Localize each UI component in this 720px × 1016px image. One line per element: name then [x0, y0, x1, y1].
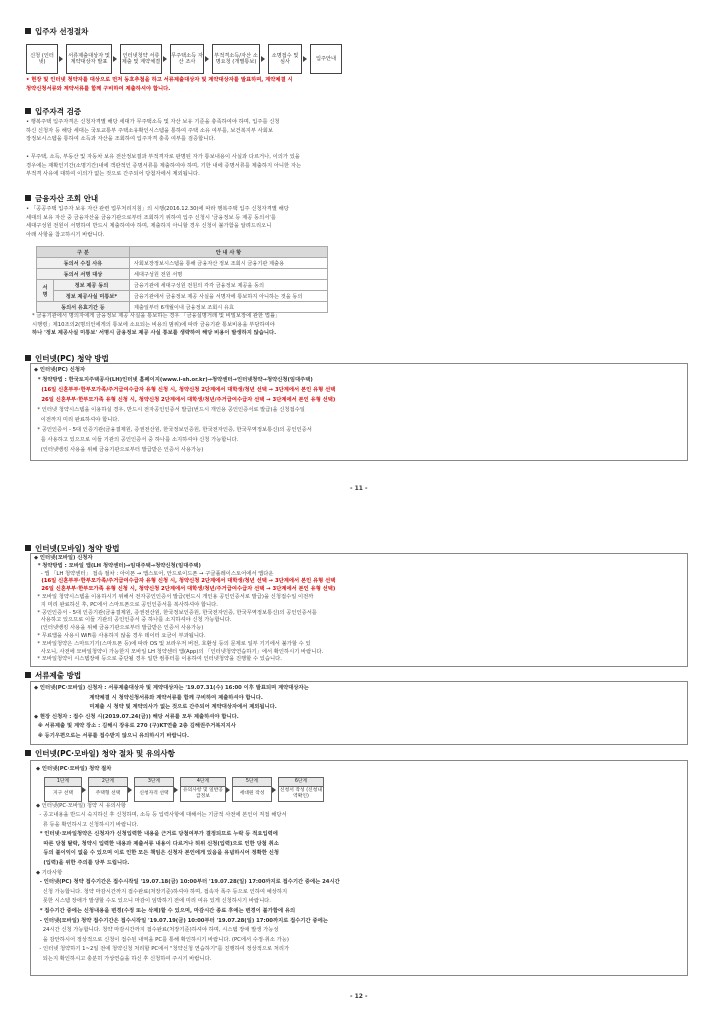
square-bullet-icon	[25, 108, 31, 114]
eligibility-paragraph-2: • 무주택, 소득, 부동산 및 자동차 보유 전산정보결과 부적격자로 판명된 자가 통보내용이 사실과 다르거나, 이의가 있을 경우에는 재확인기간(소명기간)내에 객관적인 증명서류를 제출하여야 하며, 기한 내에 증명서류를 제출하지 아니한 자는 부적격 사유에 대하여 이의가 없는 것으로 간주되어 당첨자에서 제외됩니다.	[26, 154, 302, 178]
text-line: 26일 신혼부부·한부모가족 유형 신청 시, 청약신청 2단계에서 대학생/청년/주거급여수급자 선택 → 3단계에서 본인 유형 선택)	[34, 586, 336, 593]
text-line: 못한 시스템 장애가 발생할 수도 있으니 마감이 임박하기 전에 미리 여유 있게 신청하시기 바랍니다.	[36, 898, 271, 905]
square-bullet-icon	[25, 545, 31, 551]
section-title-eligibility: 입주자격 검증	[25, 106, 81, 117]
text-line: 등의 불이익이 없을 수 있으며 이로 인한 모든 책임은 신청자 본인에게 있음을 유념하시어 정확한 신청	[36, 850, 279, 857]
arrow-right-icon	[82, 787, 86, 793]
section-title-selection-procedure: 입주자 선정절차	[25, 26, 88, 37]
text-line: (인터넷뱅킹 사용을 위해 금융기관으로부터 발급받은 인증서 사용가능)	[34, 447, 204, 453]
table-row: 동의서 수집 사유 사회보장정보시스템을 통해 금융자산 정보 조회시 금융기관 제출용	[37, 258, 328, 269]
page-number-11: - 11 -	[350, 485, 368, 492]
text-line: - 앱 「LH 청약센터」 접속 절차 : 아이폰 → 앱스토어, 안드로이드폰 → 구글플레이스토어에서 앱다운	[34, 570, 274, 577]
procedure-step-6: 6단계 신청서 작성 (신청내역확인)	[278, 777, 324, 802]
section-title-procedure-and-notes: 인터넷(PC·모바일) 청약 절차 및 유의사항	[25, 748, 175, 759]
text-line: 이전까지 미리 완료하셔야 합니다.	[34, 417, 120, 423]
text-line: * 공인인증서 - 5대 인증기관(금융결제원, 증권전산원, 한국정보인증원, 한국전자인증, 한국무역정보통신)의 공인인증서를	[34, 609, 317, 616]
square-bullet-icon	[25, 355, 31, 361]
procedure-step-4: 4단계 유의사항 및 일반공급정보	[180, 777, 226, 802]
table-row: 서명 정보 제공 동의 금융기관에 세대구성원 전원의 각각 금융정보 제공을 동의	[37, 280, 328, 291]
section-title-financial-assets: 금융자산 조회 안내	[25, 193, 98, 204]
selection-note: • 현장 및 인터넷 청약자를 대상으로 먼저 동호추첨을 하고 서류제출대상자 및 계약대상자를 발표하며, 계약체결 시 청약신청서류와 계약서류를 함께 구비하여 제출하셔야 합니다.	[26, 77, 293, 92]
flow-step-1: 신청 (인터넷)	[26, 44, 58, 74]
text-line: 24시간 신청 가능합니다. 청약 마감시간까지 접수완료(처장기준)하셔야 하며, 시스템 장애 발생 가능성	[36, 927, 279, 934]
section-title-document-submission: 서류제출 방법	[25, 670, 81, 681]
flow-step-3: 인터넷청약 서류제출 및 계약체결	[120, 44, 162, 74]
square-bullet-icon	[25, 750, 31, 756]
text-line: 류 등을 확인하시고 신청하시기 바랍니다.	[36, 821, 139, 828]
text-line: ◆ 인터넷(모바일) 신청자	[34, 555, 93, 561]
text-line: ※ 서류제출 및 계약 장소 : 김해시 장유로 270 (구)KT연출 2층 김해권주거복지지사	[34, 723, 236, 730]
text-line: 신청 가능합니다. 청약 마감시간까지 접수완료(처장기준)하셔야 하며, 접속자 폭주 등으로 인하여 예상하지	[36, 888, 288, 895]
arrow-right-icon	[272, 787, 276, 793]
arrow-right-icon	[113, 56, 117, 62]
text-line: 를 사용하고 있으므로 이들 기관의 공인인증서 중 하나를 소지하셔야 신청 가능합니다.	[34, 437, 239, 443]
square-bullet-icon	[25, 195, 31, 201]
text-line: (입력)을 위한 주의를 당부 드립니다.	[36, 859, 130, 866]
text-line: - 공고내용을 반드시 숙지하신 후 신청하며, 소득 등 입력사항에 대해서는 기금적 사전에 본인이 직접 해당서	[36, 812, 287, 818]
arrow-right-icon	[205, 56, 209, 62]
arrow-right-icon	[174, 787, 178, 793]
section-title-pc-application: 인터넷(PC) 청약 방법	[25, 353, 109, 364]
eligibility-paragraph-1: • 행복주택 입주자격은 신청자격별 해당 세대가 무주택소득 및 자산 보유 기준을 충족하여야 하며, 입주를 신청 하신 신청자 등 해당 세대는 국토교통부 주택소유확인시스템을 통하여 주택 소유 여부를, 보건복지부 사회보 장정보시스템을 통하여 소득과 자산을 조회하여 입주자격 충족 여부를 검증합니다.	[26, 119, 280, 143]
table-row: 동의서 유효기간 등 제출일부터 6개월이내 금융정보 조회시 유효	[37, 302, 328, 313]
text-line: - 인터넷(모바일) 청약 접수기간은 접수시작일 '19.07.19(금) 10:00부터 '19.07.28(일) 17:00까지로 접수기간 중에는	[36, 917, 328, 924]
text-line: 계약체결 시 청약신청서류와 계약서류를 함께 구비하여 제출하셔야 합니다.	[34, 694, 263, 701]
table-header-row	[37, 247, 328, 258]
procedure-step-2: 2단계 주택형 선택	[88, 777, 128, 802]
text-line: 따른 당첨 탈락, 청약시 입력한 내용과 제출서류 내용이 다르거나 허위 신청(입력)으로 인한 당첨 취소	[36, 840, 279, 847]
text-line: (인터넷뱅킹 사용을 위해 금융기관으로부터 발급받은 인증서 사용가능)	[34, 625, 204, 632]
text-line: 사용하고 있으므로 이들 기관의 공인인증서 중 하나를 소지하셔야 신청 가능합니다.	[34, 617, 232, 624]
text-line: * 청약방법 : 모바일 앱(LH 청약센터)→임대주택→청약신청(임대주택)	[34, 562, 201, 569]
text-line: ◆ 인터넷(PC) 신청자	[34, 367, 86, 373]
table-row: 정보 제공사실 미통보* 금융기관에서 금융정보 제공 사실을 서명자에 통보하지 아니하는 것을 동의	[37, 291, 328, 302]
arrow-right-icon	[59, 56, 63, 62]
text-line: ◆ 현장 신청자 : 접수 신청 시(2019.07.24(금)) 해당 서류를 모두 제출하셔야 합니다.	[34, 713, 239, 720]
text-line: * 모바일청약은 스마트기기(스마트폰 등)에 따라 OS 및 브라우저 버전, 호환성 등의 문제로 일부 기기에서 불가할 수 있	[34, 640, 311, 647]
text-line: 26일 신혼부부·한부모가족 유형 신청 시, 청약신청 2단계에서 대학생/청년/주거급여수급자 선택 → 3단계에서 본인 유형 선택)	[34, 397, 336, 403]
text-line: * 청약방법 : 한국토지주택공사(LH)인터넷 홈페이지(www.i-sh.or.kr)→청약센터→인터넷청약→청약신청(임대주택)	[34, 377, 313, 383]
text-line: * 인터넷 청약시스템을 이용하실 경우, 반드시 전자공인인증서 발급(번드시 개인용 공인인증서로 발급)을 신청접수일	[34, 407, 305, 413]
table-header-details: 안 내 사 항	[129, 247, 327, 258]
square-bullet-icon	[25, 28, 31, 34]
square-bullet-icon	[25, 672, 31, 678]
flow-step-7: 입주안내	[310, 44, 342, 74]
mobile-application-text	[34, 555, 684, 664]
table-row: 동의서 서명 대상 세대구성원 전원 서명	[37, 269, 328, 280]
document-submission-text	[34, 684, 684, 742]
text-line: 사오니, 사전에 모바일청약이 가능한지 모바일 LH 청약센터 앱(App)의 「인터넷청약연습하기」에서 확인하시기 바랍니다.	[34, 648, 324, 655]
text-line: ◆ 인터넷(PC·모바일) 신청자 : 서류제출대상자 및 계약대상자는 '19.07.31(수) 16:00 이후 발표되며 계약대상자는	[34, 685, 309, 691]
procedure-notes-text	[36, 811, 682, 965]
flow-step-6: 소명접수 및 심사	[268, 44, 302, 74]
text-line: * 무료앱을 사용시 WiFi를 사용하지 않을 경우 데이터 요금이 부과됩니다.	[34, 632, 206, 639]
flow-step-4: 무주택소득 자산 조사	[170, 44, 204, 74]
text-line: * 인터넷·모바일청약은 신청자가 신청입력한 내용을 근거로 당첨여부가 결정되므로 누락 등 적요입력에	[36, 831, 278, 838]
text-line: ※ 등기우편으로는 서류를 접수받지 않으니 유의하시기 바랍니다.	[34, 732, 189, 739]
arrow-right-icon	[163, 56, 167, 62]
section-title-mobile-application: 인터넷(모바일) 청약 방법	[25, 543, 120, 554]
procedure-notes-subtitle: ◆ 인터넷(PC·모바일) 청약 시 유의사항	[36, 803, 127, 809]
text-line: * 접수기간 중에는 신청내용을 변경(수정 또는 삭제)할 수 있으며, 마감시간 종료 후에는 변경이 불가함에 유의	[36, 907, 296, 914]
arrow-right-icon	[128, 787, 132, 793]
flow-step-5: 부적격소득/자산 소명요청 (개별통보)	[212, 44, 260, 74]
procedure-step-3: 3단계 신청자격 선택	[134, 777, 174, 802]
text-line: (16일 신혼부부·한부모가족/주거급여수급자 유형 신청 시, 청약신청 2단계에서 대학생/청년 선택 → 3단계에서 본인 유형 선택	[34, 578, 336, 585]
text-line: ◆ 기타사항	[36, 869, 63, 876]
pc-application-text	[34, 365, 684, 455]
flow-step-2: 서류제출대상자 및 계약대상자 발표	[66, 44, 112, 74]
arrow-right-icon	[303, 56, 307, 62]
text-line: * 공인인증서 - 5대 인증기관(금융결제원, 증권전산원, 한국정보인증원, 한국전자인증, 한국무역정보통신)의 공인인증서	[34, 427, 312, 433]
arrow-right-icon	[226, 787, 230, 793]
text-line: 지 미리 완료하신 후, PC에서 스마트폰으로 공인인증서를 복사하셔야 합니다.	[34, 601, 218, 608]
text-line: - 인터넷(PC) 청약 접수기간은 접수시작일 '19.07.18(금) 10:00부터 '19.07.28(일) 17:00까지로 접수기간 중에는 24시간	[36, 879, 340, 886]
financial-assets-paragraph: • 「공공주택 입주자 보유 자산 관련 업무처리지침」의 시행(2016.12.30)에 따라 행복주택 입주 신청자격별 해당 세대의 보유 자산 중 금융자산을 금융기관으로부터 조회하기 위하여 입주 신청시 '금융정보 등 제공 동의서'를 세대구성원 전원이 서명하여 반드시 제출하여야 하며, 제출하지 아니할 경우 신청이 불가함을 알려드리오니 아래 사항을 참고하시기 바랍니다.	[26, 206, 289, 238]
text-line: * 모바일 청약시스템을 이용하시기 위해서 전자공인인증서 발급(번드시 개인용 공인인증서로 발급)을 신청접수일 이전까	[34, 593, 314, 600]
text-line: (16일 신혼부부·한부모가족/주거급여수급자 유형 신청 시, 청약신청 2단계에서 대학생/청년 선택 → 3단계에서 본인 유형 선택	[34, 387, 336, 393]
arrow-right-icon	[261, 56, 265, 62]
procedure-step-1: 1단계 지구 선택	[44, 777, 82, 802]
procedure-subtitle: ◆ 인터넷(PC·모바일) 청약 절차	[36, 766, 112, 772]
text-line: 되는지 확인하시고 충분히 가상연습을 하신 후 신청하여 주시기 바랍니다.	[36, 955, 212, 962]
procedure-step-5: 5단계 세대원 작성	[232, 777, 272, 802]
financial-assets-footnote: * 금융기관에서 명의자에게 금융정보 제공 사실을 통보하는 경우 「금융실명거래 및 비밀보장에 관한 법률」 시행령」제10조의2(명의인에게의 통보에 소요되는 비용의 범위)에 따라 금융기관 통보비용을 부담하여야 하나 '정보 제공사실 미통보' 서명시 금융정보 제공 사실 통보를 생략하여 해당 비용이 발생하지 않습니다.	[32, 313, 281, 337]
consent-info-table	[36, 246, 328, 313]
text-line: * 모바일청약이 시스템장애 등으로 중단될 경우 일반 컴퓨터를 이용하여 인터넷청약을 진행할 수 있습니다.	[34, 656, 282, 663]
table-header-category: 구 분	[37, 247, 130, 258]
text-line: 미제출 시 청약 및 계약의사가 없는 것으로 간주되어 계약대상자에서 제외됩니다.	[34, 704, 277, 711]
text-line: - 인터넷 청약하기 1~2일 전에 청약신청 처리할 PC에서 "청약신청 연습하기"를 진행하여 정상적으로 처리가	[36, 946, 290, 953]
page-number-12: - 12 -	[350, 993, 368, 1000]
text-line: 을 감안하시어 정상적으로 신청이 접수된 내역을 PC를 통해 확인하시기 바랍니다. (PC에서 수정·취소 가능)	[36, 936, 289, 943]
